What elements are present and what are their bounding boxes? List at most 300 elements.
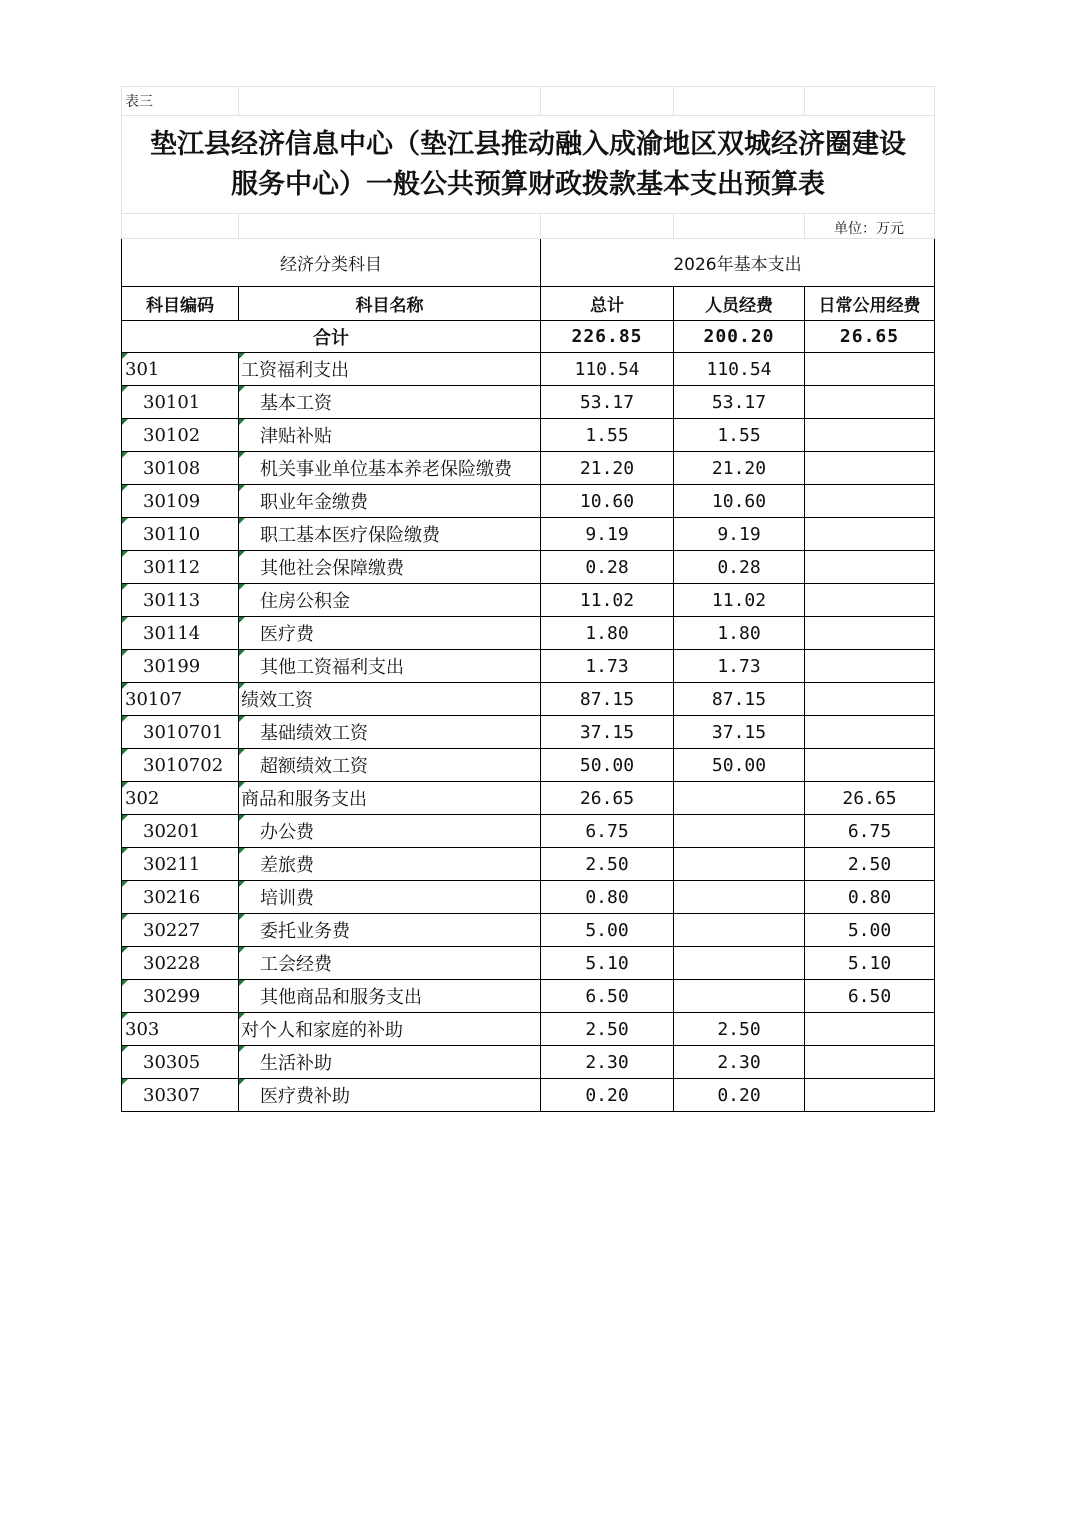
cell-marker-icon (122, 683, 128, 689)
row-personnel[interactable] (674, 386, 805, 419)
row-total[interactable] (541, 650, 674, 683)
table-row (122, 947, 935, 980)
row-total[interactable] (541, 848, 674, 881)
totals-public[interactable]: 26.65 (805, 321, 935, 353)
table-row (122, 815, 935, 848)
title-row (122, 116, 935, 214)
row-code-text: 30109 (143, 490, 201, 512)
table-row (122, 551, 935, 584)
row-code[interactable] (122, 650, 239, 683)
row-name-text: 商品和服务支出 (241, 789, 367, 810)
row-personnel-text: 2.50 (717, 1018, 761, 1040)
row-total-text: 2.50 (585, 853, 629, 875)
row-name[interactable] (239, 353, 541, 386)
row-public[interactable] (805, 1079, 935, 1112)
row-total[interactable] (541, 1046, 674, 1079)
table-row (122, 1046, 935, 1079)
row-name-text: 办公费 (260, 822, 314, 843)
row-code-text: 30299 (143, 985, 201, 1007)
row-total-text: 10.60 (579, 490, 635, 512)
row-code[interactable] (122, 716, 239, 749)
row-public-text: 6.50 (847, 985, 892, 1007)
cell-marker-icon (239, 650, 245, 656)
row-public-text: 26.65 (842, 787, 897, 809)
row-name-text: 基本工资 (260, 393, 332, 414)
row-name-text: 培训费 (260, 888, 314, 909)
row-name-text: 其他社会保障缴费 (260, 558, 404, 579)
cell-marker-icon (239, 815, 245, 821)
row-code[interactable] (122, 584, 239, 617)
table-row (122, 386, 935, 419)
row-code[interactable] (122, 617, 239, 650)
row-code[interactable] (122, 881, 239, 914)
cell-marker-icon (239, 1079, 245, 1085)
cell-marker-icon (122, 881, 128, 887)
row-name[interactable] (239, 914, 541, 947)
row-name-text: 其他商品和服务支出 (260, 987, 422, 1008)
totals-row (122, 321, 935, 353)
row-name[interactable] (239, 782, 541, 815)
row-name-text: 工会经费 (260, 954, 332, 975)
row-personnel[interactable] (674, 782, 805, 815)
cell-marker-icon (239, 584, 245, 590)
row-code-text: 30201 (143, 820, 201, 842)
row-code-text: 303 (125, 1018, 160, 1040)
row-name[interactable] (239, 650, 541, 683)
row-code[interactable] (122, 749, 239, 782)
cell-marker-icon (239, 848, 245, 854)
row-total-text: 87.15 (579, 688, 635, 710)
row-total-text: 1.55 (585, 424, 629, 446)
row-total-text: 6.50 (585, 985, 629, 1007)
row-code[interactable] (122, 980, 239, 1013)
cell-marker-icon (239, 551, 245, 557)
table-row (122, 650, 935, 683)
row-code-text: 30307 (143, 1084, 201, 1106)
row-code-text: 30101 (143, 391, 201, 413)
row-personnel[interactable] (674, 914, 805, 947)
row-code[interactable] (122, 1046, 239, 1079)
row-total-text: 6.75 (585, 820, 629, 842)
cell-marker-icon (239, 1013, 245, 1019)
row-total[interactable] (541, 914, 674, 947)
table-row (122, 617, 935, 650)
row-code-text: 301 (125, 358, 160, 380)
row-public[interactable] (805, 881, 935, 914)
budget-sheet (121, 86, 934, 1112)
row-name[interactable] (239, 617, 541, 650)
table-row (122, 584, 935, 617)
row-public[interactable] (805, 419, 935, 452)
row-total-text: 9.19 (585, 523, 629, 545)
table-row (122, 683, 935, 716)
row-total-text: 53.17 (579, 391, 635, 413)
row-name[interactable] (239, 881, 541, 914)
row-code[interactable] (122, 1079, 239, 1112)
cell-marker-icon (122, 980, 128, 986)
row-code-text: 30114 (143, 622, 201, 644)
row-code-text: 30211 (143, 853, 201, 875)
row-code[interactable] (122, 782, 239, 815)
unit-label[interactable]: 单位：万元 (805, 214, 935, 239)
cell-marker-icon (122, 386, 128, 392)
cell-marker-icon (122, 485, 128, 491)
row-personnel[interactable] (674, 716, 805, 749)
row-public[interactable] (805, 1013, 935, 1046)
row-personnel-text: 1.73 (717, 655, 761, 677)
row-personnel-text: 1.55 (717, 424, 761, 446)
table-row (122, 914, 935, 947)
row-name-text: 委托业务费 (260, 921, 350, 942)
row-total[interactable] (541, 518, 674, 551)
row-total[interactable] (541, 716, 674, 749)
totals-total[interactable]: 226.85 (541, 321, 674, 353)
row-personnel[interactable] (674, 1046, 805, 1079)
row-total-text: 5.10 (585, 952, 629, 974)
row-total[interactable] (541, 617, 674, 650)
cell-marker-icon (122, 419, 128, 425)
cell-marker-icon (122, 452, 128, 458)
row-name[interactable] (239, 716, 541, 749)
row-name-text: 工资福利支出 (241, 360, 349, 381)
row-total[interactable] (541, 749, 674, 782)
row-code-text: 30113 (143, 589, 201, 611)
row-public[interactable] (805, 914, 935, 947)
row-code-text: 302 (125, 787, 160, 809)
row-personnel-text: 1.80 (717, 622, 761, 644)
page-title[interactable] (122, 116, 935, 214)
row-personnel[interactable] (674, 419, 805, 452)
row-code-text: 30102 (143, 424, 201, 446)
row-public-text: 6.75 (847, 820, 892, 842)
row-personnel[interactable] (674, 353, 805, 386)
row-name[interactable] (239, 485, 541, 518)
row-name[interactable] (239, 584, 541, 617)
row-name[interactable] (239, 980, 541, 1013)
row-total[interactable] (541, 782, 674, 815)
cell-marker-icon (122, 782, 128, 788)
cell-marker-icon (122, 848, 128, 854)
row-public[interactable] (805, 650, 935, 683)
row-name[interactable] (239, 452, 541, 485)
row-personnel[interactable] (674, 551, 805, 584)
row-code-text: 30228 (143, 952, 201, 974)
row-public-text: 5.10 (847, 952, 892, 974)
row-public-text: 5.00 (847, 919, 892, 941)
row-total[interactable] (541, 452, 674, 485)
row-personnel-text: 50.00 (711, 754, 767, 776)
header-row-2 (122, 287, 935, 321)
cell-marker-icon (239, 782, 245, 788)
header-row-1 (122, 239, 935, 287)
cell-marker-icon (239, 386, 245, 392)
row-code-text: 30216 (143, 886, 201, 908)
cell-marker-icon (239, 980, 245, 986)
row-public[interactable] (805, 551, 935, 584)
sheet-label-row (122, 87, 935, 116)
row-personnel-text: 9.19 (717, 523, 761, 545)
row-name-text: 津贴补贴 (260, 426, 332, 447)
row-public[interactable] (805, 980, 935, 1013)
row-public[interactable] (805, 749, 935, 782)
row-total-text: 110.54 (574, 358, 640, 380)
row-total-text: 37.15 (579, 721, 635, 743)
header-public[interactable]: 日常公用经费 (805, 287, 935, 321)
row-code-text: 30305 (143, 1051, 201, 1073)
row-total-text: 2.30 (585, 1051, 629, 1073)
cell-marker-icon (122, 716, 128, 722)
row-total-text: 0.80 (585, 886, 629, 908)
row-public[interactable] (805, 386, 935, 419)
cell-marker-icon (122, 518, 128, 524)
table-row (122, 848, 935, 881)
row-public[interactable] (805, 1046, 935, 1079)
row-name-text: 医疗费 (260, 624, 314, 645)
row-personnel[interactable] (674, 584, 805, 617)
row-code[interactable] (122, 848, 239, 881)
row-total-text: 1.73 (585, 655, 629, 677)
row-name-text: 职工基本医疗保险缴费 (260, 525, 440, 546)
row-total[interactable] (541, 485, 674, 518)
row-personnel-text: 0.28 (717, 556, 761, 578)
row-total[interactable] (541, 353, 674, 386)
cell-marker-icon (122, 650, 128, 656)
row-personnel-text: 10.60 (711, 490, 767, 512)
row-name[interactable] (239, 386, 541, 419)
row-total-text: 0.20 (585, 1084, 629, 1106)
row-total[interactable] (541, 815, 674, 848)
table-row (122, 518, 935, 551)
row-public[interactable] (805, 485, 935, 518)
row-personnel-text: 21.20 (711, 457, 767, 479)
cell-marker-icon (122, 1079, 128, 1085)
row-name-text: 机关事业单位基本养老保险缴费 (260, 459, 512, 480)
row-total[interactable] (541, 1079, 674, 1112)
table-row (122, 881, 935, 914)
row-public[interactable] (805, 848, 935, 881)
row-code-text: 30112 (143, 556, 201, 578)
row-personnel-text: 110.54 (706, 358, 772, 380)
row-public[interactable] (805, 353, 935, 386)
row-name-text: 生活补助 (260, 1053, 332, 1074)
row-code[interactable] (122, 353, 239, 386)
row-public[interactable] (805, 452, 935, 485)
cell-marker-icon (239, 683, 245, 689)
row-total-text: 0.28 (585, 556, 629, 578)
cell-marker-icon (122, 1013, 128, 1019)
row-personnel[interactable] (674, 848, 805, 881)
table-row (122, 419, 935, 452)
row-name[interactable] (239, 518, 541, 551)
row-name-text: 住房公积金 (260, 591, 350, 612)
cell-marker-icon (239, 914, 245, 920)
row-personnel[interactable] (674, 683, 805, 716)
row-code[interactable] (122, 914, 239, 947)
header-category[interactable]: 经济分类科目 (122, 239, 541, 287)
row-total[interactable] (541, 881, 674, 914)
row-total-text: 11.02 (579, 589, 635, 611)
row-code-text: 30107 (125, 688, 183, 710)
row-name[interactable] (239, 419, 541, 452)
row-personnel[interactable] (674, 815, 805, 848)
row-personnel[interactable] (674, 485, 805, 518)
row-code[interactable] (122, 1013, 239, 1046)
row-code[interactable] (122, 386, 239, 419)
header-total[interactable]: 总计 (541, 287, 674, 321)
row-code-text: 3010701 (143, 721, 224, 743)
budget-table (121, 86, 935, 1112)
row-code[interactable] (122, 518, 239, 551)
row-code[interactable] (122, 683, 239, 716)
row-total[interactable] (541, 683, 674, 716)
cell-marker-icon (239, 1046, 245, 1052)
sheet-label: 表三 (125, 94, 153, 110)
row-personnel-text: 0.20 (717, 1084, 761, 1106)
row-total-text: 50.00 (579, 754, 635, 776)
row-code[interactable] (122, 551, 239, 584)
unit-row (122, 214, 935, 239)
cell-marker-icon (239, 716, 245, 722)
title-line-1: 垫江县经济信息中心（垫江县推动融入成渝地区双城经济圈建设 (150, 128, 906, 160)
header-code[interactable]: 科目编码 (122, 287, 239, 321)
row-public[interactable] (805, 716, 935, 749)
row-public-text: 2.50 (847, 853, 892, 875)
row-total[interactable] (541, 551, 674, 584)
row-name[interactable] (239, 551, 541, 584)
row-personnel[interactable] (674, 518, 805, 551)
row-public-text: 0.80 (847, 886, 892, 908)
row-name[interactable] (239, 815, 541, 848)
table-row (122, 452, 935, 485)
row-code-text: 30199 (143, 655, 201, 677)
row-personnel-text: 2.30 (717, 1051, 761, 1073)
row-public[interactable] (805, 617, 935, 650)
row-public[interactable] (805, 947, 935, 980)
table-row (122, 1013, 935, 1046)
row-personnel[interactable] (674, 980, 805, 1013)
cell-marker-icon (122, 617, 128, 623)
row-personnel[interactable] (674, 650, 805, 683)
row-public[interactable] (805, 815, 935, 848)
row-code-text: 30108 (143, 457, 201, 479)
row-name[interactable] (239, 1046, 541, 1079)
row-total-text: 5.00 (585, 919, 629, 941)
row-code-text: 30227 (143, 919, 201, 941)
row-name[interactable] (239, 1079, 541, 1112)
row-public[interactable] (805, 782, 935, 815)
row-total-text: 26.65 (579, 787, 635, 809)
cell-marker-icon (239, 749, 245, 755)
row-name-text: 职业年金缴费 (260, 492, 368, 513)
row-public[interactable] (805, 683, 935, 716)
row-personnel[interactable] (674, 947, 805, 980)
row-personnel-text: 11.02 (711, 589, 767, 611)
row-personnel[interactable] (674, 1079, 805, 1112)
row-code[interactable] (122, 485, 239, 518)
row-total[interactable] (541, 584, 674, 617)
row-total[interactable] (541, 419, 674, 452)
row-personnel[interactable] (674, 881, 805, 914)
cell-marker-icon (239, 452, 245, 458)
cell-marker-icon (122, 551, 128, 557)
row-name-text: 绩效工资 (241, 690, 313, 711)
table-row (122, 716, 935, 749)
row-total-text: 1.80 (585, 622, 629, 644)
table-row (122, 980, 935, 1013)
row-code[interactable] (122, 419, 239, 452)
row-public[interactable] (805, 518, 935, 551)
table-row (122, 353, 935, 386)
cell-marker-icon (122, 353, 128, 359)
row-code[interactable] (122, 947, 239, 980)
table-row (122, 485, 935, 518)
row-total-text: 2.50 (585, 1018, 629, 1040)
cell-marker-icon (239, 485, 245, 491)
cell-marker-icon (239, 947, 245, 953)
row-total[interactable] (541, 1013, 674, 1046)
header-name[interactable]: 科目名称 (239, 287, 541, 321)
totals-personnel[interactable]: 200.20 (674, 321, 805, 353)
row-code[interactable] (122, 815, 239, 848)
cell-marker-icon (122, 749, 128, 755)
row-name[interactable] (239, 749, 541, 782)
row-personnel-text: 87.15 (711, 688, 767, 710)
row-code-text: 3010702 (143, 754, 224, 776)
row-personnel-text: 53.17 (711, 391, 767, 413)
row-name[interactable] (239, 1013, 541, 1046)
row-code-text: 30110 (143, 523, 201, 545)
row-name[interactable] (239, 683, 541, 716)
row-total[interactable] (541, 980, 674, 1013)
row-name[interactable] (239, 848, 541, 881)
row-public[interactable] (805, 584, 935, 617)
row-code[interactable] (122, 452, 239, 485)
row-personnel[interactable] (674, 452, 805, 485)
cell-marker-icon (239, 617, 245, 623)
cell-marker-icon (122, 815, 128, 821)
row-personnel-text: 37.15 (711, 721, 767, 743)
row-name-text: 对个人和家庭的补助 (241, 1020, 403, 1041)
row-personnel[interactable] (674, 749, 805, 782)
row-name-text: 超额绩效工资 (260, 756, 368, 777)
row-total[interactable] (541, 386, 674, 419)
cell-marker-icon (122, 1046, 128, 1052)
table-row (122, 782, 935, 815)
cell-marker-icon (239, 518, 245, 524)
row-name-text: 基础绩效工资 (260, 723, 368, 744)
title-line-2: 服务中心）一般公共预算财政拨款基本支出预算表 (231, 168, 825, 200)
row-name[interactable] (239, 947, 541, 980)
cell-marker-icon (122, 584, 128, 590)
cell-marker-icon (122, 914, 128, 920)
sheet-label-cell[interactable] (122, 87, 239, 116)
cell-marker-icon (239, 353, 245, 359)
row-total-text: 21.20 (579, 457, 635, 479)
row-total[interactable] (541, 947, 674, 980)
cell-marker-icon (239, 419, 245, 425)
header-personnel[interactable]: 人员经费 (674, 287, 805, 321)
header-year-group[interactable]: 2026年基本支出 (541, 239, 935, 287)
row-name-text: 差旅费 (260, 855, 314, 876)
row-name-text: 医疗费补助 (260, 1086, 350, 1107)
row-personnel[interactable] (674, 617, 805, 650)
totals-label[interactable]: 合计 (122, 321, 541, 353)
row-personnel[interactable] (674, 1013, 805, 1046)
cell-marker-icon (239, 881, 245, 887)
cell-marker-icon (122, 947, 128, 953)
table-row (122, 749, 935, 782)
table-row (122, 1079, 935, 1112)
